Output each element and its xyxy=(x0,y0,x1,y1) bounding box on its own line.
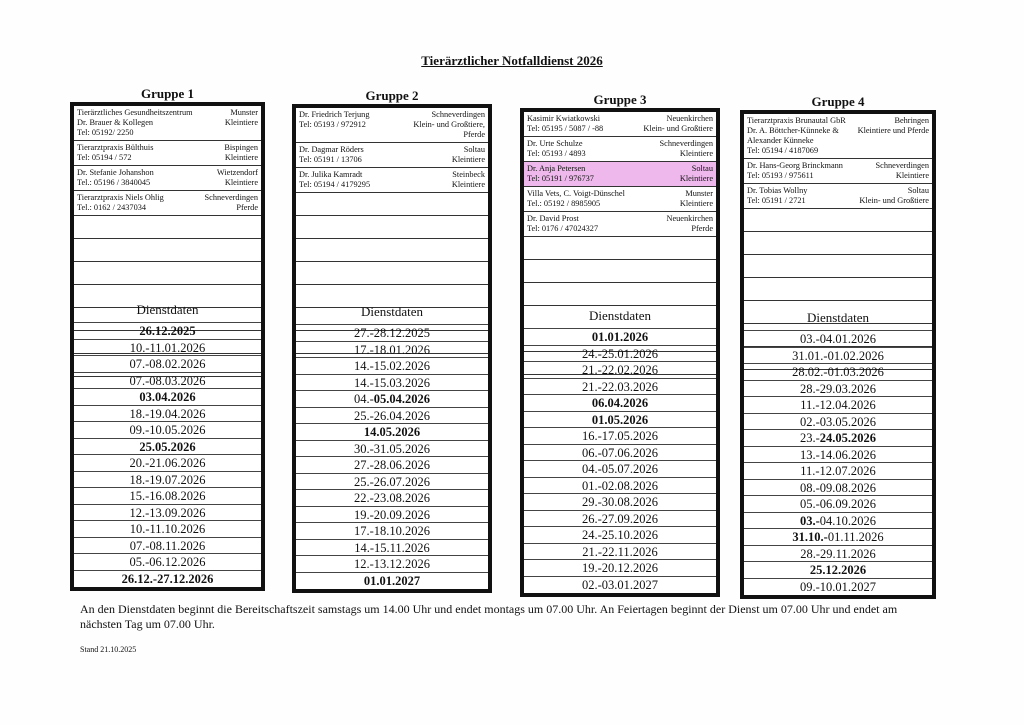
vet-info xyxy=(217,168,258,188)
service-date xyxy=(296,573,488,590)
date-text: 19.-20.12.2026 xyxy=(581,561,659,575)
dienstdaten-header: Dienstdaten xyxy=(744,300,932,331)
service-date xyxy=(744,430,932,447)
vet-line: Dr. Dagmar Röders xyxy=(299,145,364,154)
service-date xyxy=(744,463,932,480)
vet-line: Dr. Tobias Wollny xyxy=(747,186,808,195)
vet-entry xyxy=(296,108,488,143)
empty-row xyxy=(296,216,488,239)
date-text: 26.-27.09.2026 xyxy=(581,511,659,526)
vet-line: Dr. David Prost xyxy=(527,214,579,223)
date-text: 07.-08.11.2026 xyxy=(129,538,206,553)
service-date xyxy=(744,579,932,596)
vet-place: Neuenkirchen xyxy=(666,114,713,123)
vet-info xyxy=(205,193,258,213)
vet-contact xyxy=(527,214,598,234)
vet-entry xyxy=(524,212,716,237)
vet-info xyxy=(680,164,713,184)
vet-type: Kleintiere und Pferde xyxy=(857,126,929,135)
service-date xyxy=(524,511,716,528)
service-date xyxy=(296,424,488,441)
date-text: 21.-22.02.2026 xyxy=(581,363,659,377)
vet-type: Kleintiere xyxy=(679,149,713,158)
vet-type: Pferde xyxy=(236,203,258,212)
service-date xyxy=(296,375,488,392)
empty-row xyxy=(744,255,932,278)
empty-row xyxy=(74,239,261,262)
vet-contact xyxy=(527,114,603,134)
date-text: 28.02.-01.03.2026 xyxy=(792,365,884,379)
vet-info xyxy=(859,186,929,206)
vet-line: Tel: 05193 / 4893 xyxy=(527,149,586,158)
vet-entry xyxy=(524,162,716,187)
vet-place: Schneverdingen xyxy=(204,193,258,202)
service-date xyxy=(744,562,932,579)
vet-line: Tel: 05194 / 4179295 xyxy=(299,180,371,189)
date-text: 15.-16.08.2026 xyxy=(129,489,206,503)
vet-line: Tierärztliches Gesundheitszentrum xyxy=(77,108,193,117)
vet-info xyxy=(390,110,485,140)
vet-type: Kleintiere xyxy=(224,153,258,162)
date-text: 24.-25.10.2026 xyxy=(581,528,659,542)
vet-line: Dr. Stefanie Johanshon xyxy=(77,168,154,177)
date-text: 12.-13.09.2026 xyxy=(129,505,206,520)
vet-place: Soltau xyxy=(691,164,713,173)
service-note: An den Dienstdaten beginnt die Bereitschaftszeit samstags um 14.00 Uhr und endet montags um 07.00 Uhr. An Feiertagen beginnt der Dienst um 07.00 Uhr und endet am nächsten Tag um 07.00 Uhr. xyxy=(80,602,898,631)
group-1 xyxy=(70,86,265,591)
vet-contact xyxy=(747,186,807,206)
vet-contact xyxy=(77,168,154,188)
service-date xyxy=(524,478,716,495)
date-holiday: 14.05.2026 xyxy=(363,425,421,439)
dienstdaten-header: Dienstdaten xyxy=(524,298,716,329)
vet-place: Schneverdingen xyxy=(431,110,485,119)
vet-entry xyxy=(744,159,932,184)
vet-place: Steinbeck xyxy=(452,170,485,179)
date-text: 09.-10.05.2026 xyxy=(129,423,206,437)
group-box xyxy=(70,102,265,591)
vet-contact xyxy=(747,116,846,156)
date-holiday: 26.12.-27.12.2026 xyxy=(121,571,214,586)
group-title: Gruppe 1 xyxy=(140,86,195,101)
dienstdaten-header: Dienstdaten xyxy=(296,294,488,325)
date-holiday: 31.10.- xyxy=(792,530,828,544)
vet-line: Tel: 05191 / 2721 xyxy=(747,196,806,205)
service-date xyxy=(296,325,488,342)
service-date xyxy=(74,422,261,439)
page-title: Tierärztlicher Notfalldienst 2026 xyxy=(421,53,603,68)
vet-line: Dr. A. Böttcher-Künneke & xyxy=(747,126,839,135)
vet-info xyxy=(452,145,485,165)
vet-line: Tel: 05191 / 13706 xyxy=(299,155,362,164)
service-date xyxy=(74,455,261,472)
vet-line: Dr. Brauer & Kollegen xyxy=(77,118,154,127)
group-title: Gruppe 2 xyxy=(365,88,419,103)
service-date xyxy=(74,340,261,357)
vet-line: Tel: 05194 / 572 xyxy=(77,153,132,162)
service-date xyxy=(524,577,716,594)
vet-place: Bispingen xyxy=(224,143,258,152)
vet-line: Dr. Urte Schulze xyxy=(527,139,583,148)
date-text: 01.-02.08.2026 xyxy=(581,478,659,493)
vet-line: Dr. Julika Kamradt xyxy=(299,170,363,179)
service-date xyxy=(296,342,488,359)
service-date xyxy=(744,397,932,414)
service-date xyxy=(744,348,932,365)
date-text: 28.-29.03.2026 xyxy=(799,381,877,396)
service-date xyxy=(74,406,261,423)
date-text: 31.01.-01.02.2026 xyxy=(792,348,884,363)
date-text: 02.-03.05.2026 xyxy=(799,414,877,429)
date-text: 25.-26.04.2026 xyxy=(353,408,431,423)
date-text: 18.-19.04.2026 xyxy=(129,406,206,421)
date-text: 07.-08.02.2026 xyxy=(129,357,206,371)
date-list xyxy=(296,325,488,589)
vet-type: Pferde xyxy=(691,224,713,233)
vet-info xyxy=(643,114,713,134)
service-date xyxy=(524,527,716,544)
date-text: 03.-04.01.2026 xyxy=(799,332,877,346)
date-text: 10.-11.01.2026 xyxy=(129,340,206,355)
vet-type: Klein- und Großtiere, Pferde xyxy=(413,120,485,139)
service-date xyxy=(74,505,261,522)
vet-line: Dr. Anja Petersen xyxy=(527,164,586,173)
vet-place: Behringen xyxy=(894,116,929,125)
vet-contact xyxy=(299,110,369,130)
vet-info xyxy=(452,170,485,190)
vet-line: Tel.: 05192 / 8985905 xyxy=(527,199,601,208)
date-text: 14.-15.03.2026 xyxy=(353,375,431,390)
vet-list xyxy=(744,114,932,300)
vet-type: Klein- und Großtiere xyxy=(643,124,713,133)
vet-place: Schneverdingen xyxy=(875,161,929,170)
service-date xyxy=(74,538,261,555)
service-date xyxy=(524,362,716,379)
service-date xyxy=(524,346,716,363)
date-text: 27.-28.12.2025 xyxy=(353,326,431,340)
vet-line: Tel: 0176 / 47024327 xyxy=(527,224,599,233)
date-holiday: 03.04.2026 xyxy=(139,390,196,404)
date-text: 05.-06.09.2026 xyxy=(799,497,877,511)
vet-line: Tel: 05192/ 2250 xyxy=(77,128,134,137)
service-date xyxy=(744,364,932,381)
date-text: 24.-25.01.2026 xyxy=(581,346,659,361)
service-date xyxy=(74,571,261,588)
date-list xyxy=(74,323,261,587)
date-holiday: 05.04.2026 xyxy=(373,392,431,406)
vet-info xyxy=(666,214,713,234)
service-date xyxy=(296,391,488,408)
service-date xyxy=(744,447,932,464)
date-text: 19.-20.09.2026 xyxy=(353,507,431,522)
date-holiday: 25.05.2026 xyxy=(139,439,196,454)
empty-row xyxy=(744,278,932,301)
date-holiday: 26.12.2025 xyxy=(139,324,196,338)
date-text: 04.- xyxy=(353,392,374,406)
vet-contact xyxy=(527,189,625,209)
service-date xyxy=(74,323,261,340)
group-box xyxy=(740,110,936,599)
dienstdaten-header: Dienstdaten xyxy=(74,292,261,323)
service-date xyxy=(296,490,488,507)
group-title: Gruppe 3 xyxy=(593,92,647,107)
date-text: 25.-26.07.2026 xyxy=(353,474,431,489)
date-holiday: 06.04.2026 xyxy=(591,396,649,410)
date-holiday: 01.05.2026 xyxy=(591,412,649,427)
date-text: 17.-18.10.2026 xyxy=(353,524,431,538)
vet-info xyxy=(876,161,929,181)
empty-row xyxy=(74,216,261,239)
date-text: 07.-08.03.2026 xyxy=(129,373,206,388)
empty-row xyxy=(74,262,261,285)
vet-line: Kasimir Kwiatkowski xyxy=(527,114,601,123)
date-text: 02.-03.01.2027 xyxy=(581,577,659,592)
vet-line: Tel: 05195 / 5087 / -88 xyxy=(527,124,604,133)
service-date xyxy=(74,521,261,538)
date-text: 13.-14.06.2026 xyxy=(799,447,877,462)
group-box xyxy=(520,108,720,597)
date-text: 23.- xyxy=(799,431,820,445)
empty-row xyxy=(296,193,488,216)
date-holiday: 25.12.2026 xyxy=(809,563,867,577)
vet-entry xyxy=(74,141,261,166)
service-date xyxy=(296,408,488,425)
vet-entry xyxy=(524,137,716,162)
service-date xyxy=(524,445,716,462)
date-text: 27.-28.06.2026 xyxy=(353,458,431,472)
date-list xyxy=(744,331,932,595)
service-date xyxy=(744,513,932,530)
vet-entry xyxy=(744,184,932,209)
service-date xyxy=(524,544,716,561)
vet-info xyxy=(660,139,713,159)
vet-entry xyxy=(744,114,932,159)
vet-line: Tel.: 0162 / 2437034 xyxy=(77,203,147,212)
service-date xyxy=(524,329,716,346)
date-text: 16.-17.05.2026 xyxy=(581,429,659,443)
vet-line: Tel: 05193 / 972912 xyxy=(299,120,366,129)
service-date xyxy=(296,474,488,491)
date-text: 10.-11.10.2026 xyxy=(129,522,206,536)
group-4 xyxy=(740,94,936,599)
service-date xyxy=(74,356,261,373)
vet-entry xyxy=(74,191,261,216)
date-text: 30.-31.05.2026 xyxy=(353,441,431,456)
vet-line: Tierarztpraxis Bülthuis xyxy=(77,143,154,152)
empty-row xyxy=(524,260,716,283)
service-date xyxy=(74,373,261,390)
date-holiday: 01.01.2027 xyxy=(363,573,421,588)
service-date xyxy=(524,494,716,511)
service-date xyxy=(74,472,261,489)
vet-place: Munster xyxy=(685,189,713,198)
vet-list xyxy=(296,108,488,294)
empty-row xyxy=(744,209,932,232)
vet-line: Tierarztpraxis Brunautal GbR xyxy=(747,116,846,125)
vet-line: Tierarztpraxis Niels Ohlig xyxy=(77,193,164,202)
service-date xyxy=(296,358,488,375)
service-date xyxy=(524,461,716,478)
date-text: 06.-07.06.2026 xyxy=(581,445,659,460)
service-date xyxy=(74,554,261,571)
vet-contact xyxy=(77,108,193,138)
vet-type: Kleintiere xyxy=(679,174,713,183)
service-date xyxy=(524,560,716,577)
date-holiday: 01.01.2026 xyxy=(591,330,649,344)
vet-place: Wietzendorf xyxy=(216,168,258,177)
service-date xyxy=(744,529,932,546)
vet-type: Klein- und Großtiere xyxy=(859,196,929,205)
date-text: 28.-29.11.2026 xyxy=(800,546,876,561)
vet-type: Kleintiere xyxy=(224,118,258,127)
service-date xyxy=(524,379,716,396)
service-date xyxy=(296,556,488,573)
vet-place: Neuenkirchen xyxy=(666,214,713,223)
vet-type: Kleintiere xyxy=(895,171,929,180)
date-text: 18.-19.07.2026 xyxy=(129,472,206,487)
date-text: 09.-10.01.2027 xyxy=(799,579,877,594)
vet-place: Soltau xyxy=(463,145,485,154)
vet-entry xyxy=(74,106,261,141)
vet-info xyxy=(224,143,258,163)
service-date xyxy=(296,540,488,557)
date-text: 14.-15.11.2026 xyxy=(354,540,430,555)
date-holiday: 03.- xyxy=(799,513,820,528)
vet-contact xyxy=(747,161,843,181)
vet-contact xyxy=(77,193,164,213)
vet-line: Tel: 05193 / 975611 xyxy=(747,171,814,180)
date-list xyxy=(524,329,716,593)
service-date xyxy=(744,331,932,348)
vet-contact xyxy=(299,145,364,165)
date-text: 11.-12.07.2026 xyxy=(800,464,876,478)
vet-place: Soltau xyxy=(907,186,929,195)
service-date xyxy=(744,414,932,431)
vet-entry xyxy=(524,112,716,137)
service-date xyxy=(744,381,932,398)
service-date xyxy=(524,412,716,429)
vet-info xyxy=(225,108,258,128)
vet-list xyxy=(524,112,716,298)
service-date xyxy=(744,546,932,563)
vet-line: Tel: 05191 / 976737 xyxy=(527,174,594,183)
vet-line: Tel: 05194 / 4187069 xyxy=(747,146,819,155)
date-text: 08.-09.08.2026 xyxy=(799,480,877,495)
service-date xyxy=(524,395,716,412)
stand-date: Stand 21.10.2025 xyxy=(80,645,137,654)
empty-row xyxy=(296,262,488,285)
service-date xyxy=(744,496,932,513)
vet-list xyxy=(74,106,261,292)
group-title: Gruppe 4 xyxy=(811,94,865,109)
date-text: 29.-30.08.2026 xyxy=(581,495,659,509)
service-date xyxy=(744,480,932,497)
vet-info xyxy=(858,116,929,136)
vet-line: Alexander Künneke xyxy=(747,136,814,145)
date-text: 21.-22.03.2026 xyxy=(581,379,659,394)
service-date xyxy=(296,507,488,524)
date-text: 05.-06.12.2026 xyxy=(129,555,206,569)
vet-place: Schneverdingen xyxy=(659,139,713,148)
date-text: 20.-21.06.2026 xyxy=(129,456,206,470)
service-date xyxy=(74,389,261,406)
vet-info xyxy=(680,189,713,209)
date-text: 22.-23.08.2026 xyxy=(353,491,431,505)
empty-row xyxy=(296,239,488,262)
date-holiday: 24.05.2026 xyxy=(819,431,877,445)
vet-entry xyxy=(296,143,488,168)
date-text: 12.-13.12.2026 xyxy=(353,557,431,571)
vet-type: Kleintiere xyxy=(679,199,713,208)
vet-type: Kleintiere xyxy=(224,178,258,187)
vet-place: Munster xyxy=(230,108,258,117)
group-3 xyxy=(520,92,720,597)
service-date xyxy=(74,439,261,456)
empty-row xyxy=(524,237,716,260)
vet-line: Villa Vets, C. Voigt-Dünschel xyxy=(527,189,625,198)
vet-contact xyxy=(527,139,586,159)
date-text: 04.10.2026 xyxy=(819,513,877,528)
date-text: 11.-12.04.2026 xyxy=(800,398,876,412)
group-box xyxy=(292,104,492,593)
vet-entry xyxy=(296,168,488,193)
vet-contact xyxy=(527,164,594,184)
empty-row xyxy=(744,232,932,255)
group-2 xyxy=(292,88,492,593)
vet-contact xyxy=(77,143,153,163)
service-date xyxy=(74,488,261,505)
vet-entry xyxy=(524,187,716,212)
vet-line: Dr. Hans-Georg Brinckmann xyxy=(747,161,843,170)
vet-line: Dr. Friedrich Terjung xyxy=(299,110,370,119)
date-text: 21.-22.11.2026 xyxy=(582,544,658,559)
date-text: 01.11.2026 xyxy=(827,530,884,544)
service-date xyxy=(524,428,716,445)
vet-contact xyxy=(299,170,370,190)
service-date xyxy=(296,441,488,458)
vet-entry xyxy=(74,166,261,191)
service-date xyxy=(296,523,488,540)
vet-type: Kleintiere xyxy=(451,155,485,164)
service-date xyxy=(296,457,488,474)
date-text: 14.-15.02.2026 xyxy=(353,359,431,373)
date-text: 17.-18.01.2026 xyxy=(353,342,431,357)
date-text: 04.-05.07.2026 xyxy=(581,462,659,476)
vet-type: Kleintiere xyxy=(451,180,485,189)
vet-line: Tel.: 05196 / 3840045 xyxy=(77,178,151,187)
